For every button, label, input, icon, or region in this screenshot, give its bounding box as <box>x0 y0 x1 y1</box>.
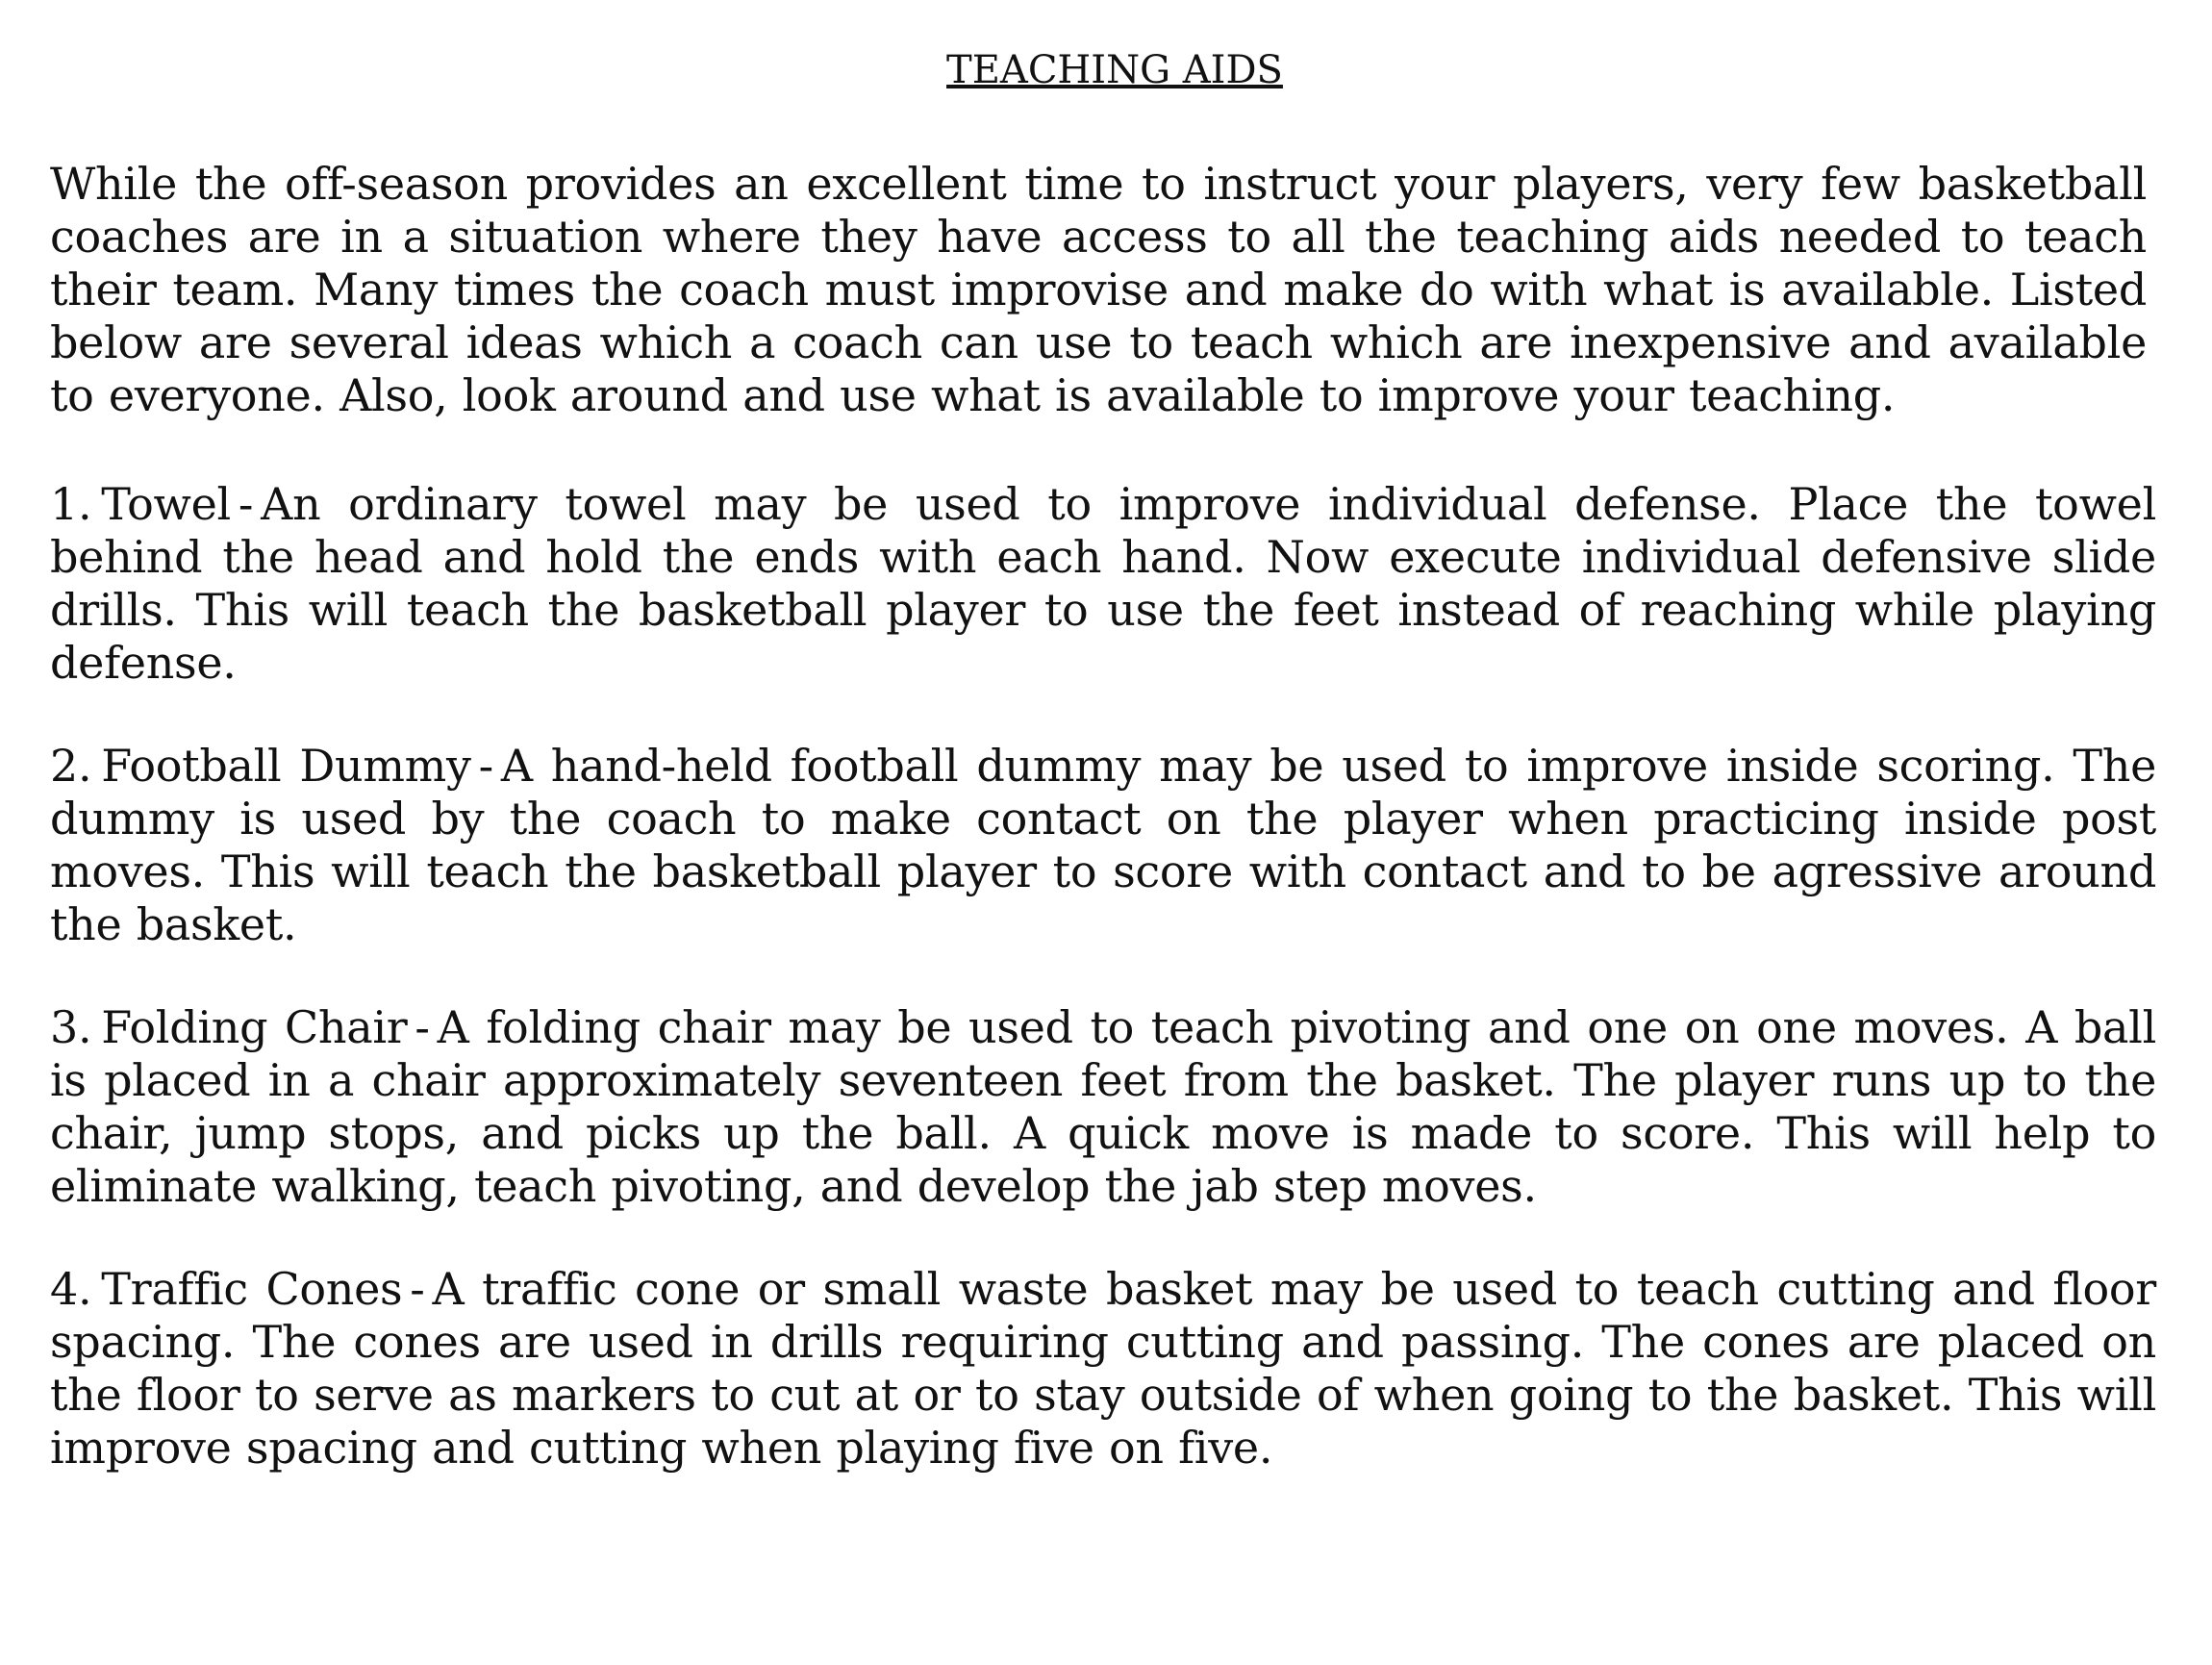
item-number: 1. <box>50 478 92 530</box>
item-name: Folding Chair <box>101 1001 408 1053</box>
item-number: 4. <box>50 1263 92 1315</box>
page-title: TEACHING AIDS <box>946 48 1283 92</box>
item-text: A folding chair may be used to teach pivoting and one on one moves. A ball is placed in a chair approximately seventeen feet from the basket. The player runs up to the chair, jump stops, and picks up the ball. A quick move is made to score. This will help to eliminate walking, teach pivoting, and develop the jab step moves. <box>50 1001 2156 1212</box>
item-name: Towel <box>101 478 231 530</box>
item-name: Football Dummy <box>101 740 471 792</box>
item-separator: - <box>478 740 493 792</box>
intro-paragraph: While the off-season provides an excellent time to instruct your players, very few basketball coaches are in a situation where they have access to all the teaching aids needed to teach their team. Many times the coach must improvise and make do with what is available. Listed below are several ideas which a coach can use to teach which are inexpensive and available to everyone. Also, look around and use what is available to improve your teaching. <box>50 158 2147 421</box>
list-item-traffic-cones <box>50 1263 2156 1475</box>
item-text: A hand-held football dummy may be used to improve inside scoring. The dummy is used by the coach to make contact on the player when practicing inside post moves. This will teach the basketball player to score with contact and to be agressive around the basket. <box>50 740 2156 950</box>
list-item-football-dummy <box>50 740 2156 951</box>
item-name: Traffic Cones <box>101 1263 403 1315</box>
item-separator: - <box>410 1263 425 1315</box>
item-number: 2. <box>50 740 92 792</box>
item-text: A traffic cone or small waste basket may be used to teach cutting and floor spacing. The cones are used in drills requiring cutting and passing. The cones are placed on the floor to serve as markers to cut at or to stay outside of when going to the basket. This will improve spacing and cutting when playing five on five. <box>50 1263 2156 1474</box>
item-text: An ordinary towel may be used to improve individual defense. Place the towel behind the head and hold the ends with each hand. Now execute individual defensive slide drills. This will teach the basketball player to use the feet instead of reaching while playing defense. <box>50 478 2156 689</box>
item-number: 3. <box>50 1001 92 1053</box>
list-item-folding-chair <box>50 1001 2156 1213</box>
item-separator: - <box>238 478 254 530</box>
item-separator: - <box>415 1001 430 1053</box>
list-item-towel <box>50 478 2156 690</box>
